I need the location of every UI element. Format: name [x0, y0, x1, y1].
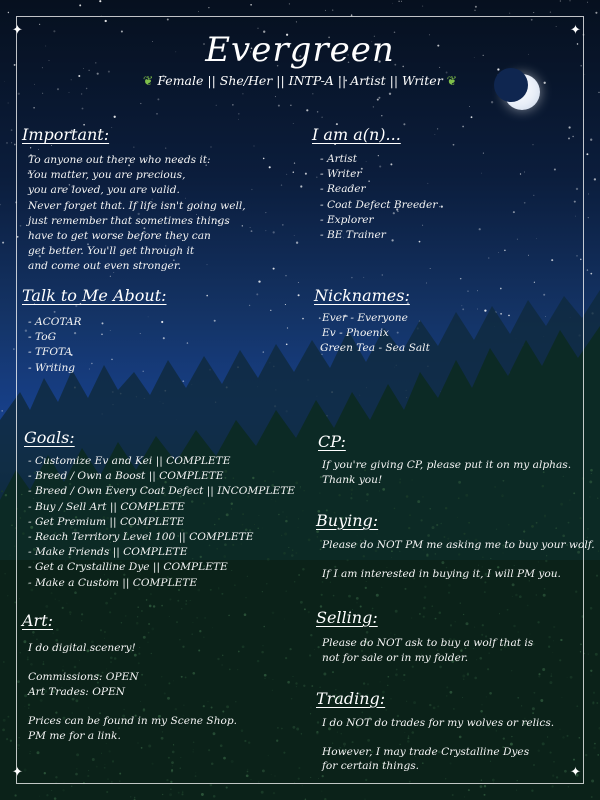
star [332, 10, 333, 11]
cp-text [322, 458, 571, 488]
art-spacer [28, 699, 237, 714]
list-item: - ACOTAR [28, 316, 82, 328]
grass-speck [592, 701, 594, 703]
list-item: Ever - Everyone [322, 312, 408, 324]
selling-line: Please do NOT ask to buy a wolf that is [322, 637, 534, 649]
important-line: have to get worse before they can [28, 230, 211, 243]
grass-speck [484, 785, 486, 787]
grass-speck [46, 794, 48, 796]
grass-speck [591, 780, 594, 783]
star [588, 217, 589, 218]
grass-speck [480, 785, 483, 788]
buying-line: Please do NOT PM me asking me to buy your wolf. [322, 539, 595, 551]
star [594, 178, 596, 180]
grass-speck [468, 789, 470, 791]
grass-speck [585, 754, 587, 756]
star [401, 1, 402, 2]
cp-line: Thank you! [322, 474, 383, 487]
trading-text [322, 716, 554, 774]
grass-speck [591, 796, 593, 798]
grass-speck [62, 789, 64, 791]
list-item: - Writing [28, 361, 76, 374]
grass-speck [182, 791, 183, 792]
grass-speck [596, 702, 598, 704]
star [598, 92, 599, 93]
list-item: - Reader [320, 183, 366, 196]
subtitle-text: Female || She/Her || INTP-A || Artist || Writer [157, 73, 443, 88]
trading-line: However, I may trade Crystalline Dyes [322, 745, 530, 758]
star [560, 0, 561, 1]
star [422, 6, 423, 7]
buying-line: If I am interested in buying it, I will PM you. [322, 567, 561, 580]
star [79, 4, 81, 6]
grass-speck [5, 494, 7, 496]
list-item: - Make Friends || COMPLETE [28, 546, 188, 559]
star [99, 0, 101, 2]
important-line: To anyone out there who needs it: [28, 154, 211, 166]
grass-speck [302, 785, 303, 786]
star [569, 0, 570, 1]
list-item: - TFOTA [28, 346, 73, 359]
grass-speck [7, 716, 9, 718]
grass-speck [39, 796, 40, 797]
list-item: - Writer [320, 168, 362, 181]
star [475, 6, 477, 8]
star [1, 410, 3, 412]
art-line: I do digital scenery! [28, 642, 136, 654]
star [590, 273, 592, 275]
leaf-icon: ❦ [142, 73, 154, 88]
nicknames-list [320, 311, 430, 357]
i-am-list [320, 152, 437, 243]
star [587, 269, 588, 270]
grass-speck [590, 670, 592, 672]
trading-heading: Trading: [316, 689, 386, 708]
grass-speck [591, 675, 592, 676]
grass-speck [202, 795, 203, 796]
star [6, 142, 8, 144]
selling-line: not for sale or in my folder. [322, 652, 469, 665]
list-item: - Get Premium || COMPLETE [28, 515, 185, 528]
grass-speck [170, 788, 172, 790]
grass-speck [452, 794, 454, 796]
grass-speck [597, 498, 598, 499]
art-line: Prices can be found in my Scene Shop. [28, 714, 238, 727]
list-item: - Customize Ev and Kei || COMPLETE [28, 455, 231, 467]
grass-speck [321, 791, 322, 792]
grass-speck [226, 787, 228, 789]
important-line: you are loved, you are valid. [28, 184, 180, 197]
star [595, 12, 597, 14]
trading-spacer [322, 730, 554, 744]
star [398, 1, 399, 2]
star [8, 103, 9, 104]
grass-speck [3, 719, 6, 722]
i-am-heading: I am a(n)... [312, 125, 401, 144]
subtitle [0, 73, 600, 88]
list-item: Green Tea - Sea Salt [320, 342, 430, 355]
star [587, 2, 588, 3]
list-item: - Coat Defect Breeder [320, 198, 438, 211]
nicknames-heading: Nicknames: [314, 286, 410, 305]
grass-speck [213, 795, 216, 798]
star [590, 139, 592, 141]
grass-speck [568, 786, 569, 787]
sparkle-icon: ✦ [12, 23, 23, 38]
grass-speck [71, 786, 72, 787]
star [588, 194, 589, 195]
grass-speck [106, 791, 108, 793]
grass-speck [7, 595, 8, 596]
art-spacer [28, 656, 237, 671]
grass-speck [10, 555, 11, 556]
grass-speck [134, 797, 135, 798]
grass-speck [11, 524, 13, 526]
grass-speck [162, 794, 163, 795]
grass-speck [261, 791, 264, 794]
grass-speck [1, 490, 3, 492]
grass-speck [6, 738, 8, 740]
list-item: - ToG [28, 331, 57, 344]
star [2, 242, 4, 244]
page-title: Evergreen [205, 30, 395, 70]
important-text [28, 153, 246, 275]
grass-speck [178, 792, 180, 794]
important-heading: Important: [22, 125, 110, 144]
cp-heading: CP: [318, 432, 346, 451]
buying-spacer [322, 552, 595, 566]
grass-speck [130, 796, 132, 798]
art-text [28, 641, 237, 743]
grass-speck [597, 754, 599, 756]
star [11, 142, 12, 143]
star [533, 12, 534, 13]
grass-speck [591, 473, 592, 474]
grass-speck [589, 496, 591, 498]
art-line: Commissions: OPEN [28, 671, 139, 684]
grass-speck [593, 747, 596, 750]
buying-heading: Buying: [316, 511, 379, 530]
star [250, 4, 252, 6]
trading-line: I do NOT do trades for my wolves or relics. [322, 717, 555, 729]
list-item: - BE Trainer [320, 229, 386, 242]
list-item: - Breed / Own Every Coat Defect || INCOMPLETE [28, 485, 295, 498]
grass-speck [273, 792, 275, 794]
star [586, 153, 588, 155]
grass-speck [594, 743, 596, 745]
list-item: - Get a Crystalline Dye || COMPLETE [28, 561, 228, 574]
list-item: - Artist [320, 153, 358, 165]
grass-speck [169, 793, 172, 796]
goals-list [28, 454, 295, 591]
grass-speck [587, 528, 589, 530]
grass-speck [10, 740, 12, 742]
selling-heading: Selling: [316, 608, 378, 627]
grass-speck [464, 796, 466, 798]
selling-text [322, 636, 533, 666]
grass-speck [5, 573, 6, 574]
talk-heading: Talk to Me About: [22, 286, 167, 305]
list-item: Ev - Phoenix [322, 327, 389, 340]
important-line: Never forget that. If life isn't going well, [28, 199, 246, 212]
star [11, 129, 13, 131]
star [198, 11, 199, 12]
art-heading: Art: [22, 611, 54, 630]
grass-speck [51, 790, 52, 791]
grass-speck [54, 797, 57, 800]
buying-text [322, 538, 595, 581]
star [392, 3, 393, 4]
sparkle-icon: ✦ [570, 765, 581, 780]
list-item: - Reach Territory Level 100 || COMPLETE [28, 531, 254, 544]
grass-speck [589, 480, 592, 483]
grass-speck [531, 790, 533, 792]
grass-speck [14, 794, 16, 796]
important-line: just remember that sometimes things [28, 214, 230, 227]
grass-speck [598, 550, 599, 551]
grass-speck [588, 653, 589, 654]
list-item: - Buy / Sell Art || COMPLETE [28, 500, 185, 513]
talk-list [28, 315, 82, 376]
list-item: - Make a Custom || COMPLETE [28, 576, 198, 589]
star [8, 12, 9, 13]
sparkle-icon: ✦ [12, 765, 23, 780]
grass-speck [181, 793, 183, 795]
star [325, 10, 326, 11]
grass-speck [516, 790, 517, 791]
star [550, 11, 551, 12]
grass-speck [590, 607, 593, 610]
art-line: PM me for a link. [28, 729, 121, 742]
art-line: Art Trades: OPEN [28, 685, 126, 698]
grass-speck [596, 575, 598, 577]
goals-heading: Goals: [24, 428, 75, 447]
star [0, 204, 1, 205]
trading-line: for certain things. [322, 760, 420, 773]
list-item: - Explorer [320, 213, 374, 226]
grass-speck [551, 785, 553, 787]
grass-speck [3, 661, 5, 663]
important-line: get better. You'll get through it [28, 245, 195, 258]
sparkle-icon: ✦ [570, 23, 581, 38]
grass-speck [210, 784, 213, 787]
cp-line: If you're giving CP, please put it on my alphas. [322, 459, 572, 471]
star [13, 349, 14, 350]
grass-speck [595, 653, 598, 656]
grass-speck [484, 794, 486, 796]
grass-speck [2, 729, 5, 732]
star [509, 13, 510, 14]
leaf-icon: ❦ [446, 73, 458, 88]
important-line: You matter, you are precious, [28, 169, 186, 182]
important-line: and come out even stronger. [28, 260, 182, 273]
list-item: - Breed / Own a Boost || COMPLETE [28, 470, 224, 483]
star [474, 10, 475, 11]
star [289, 3, 290, 4]
grass-speck [590, 469, 593, 472]
grass-speck [593, 692, 595, 694]
star [208, 7, 209, 8]
